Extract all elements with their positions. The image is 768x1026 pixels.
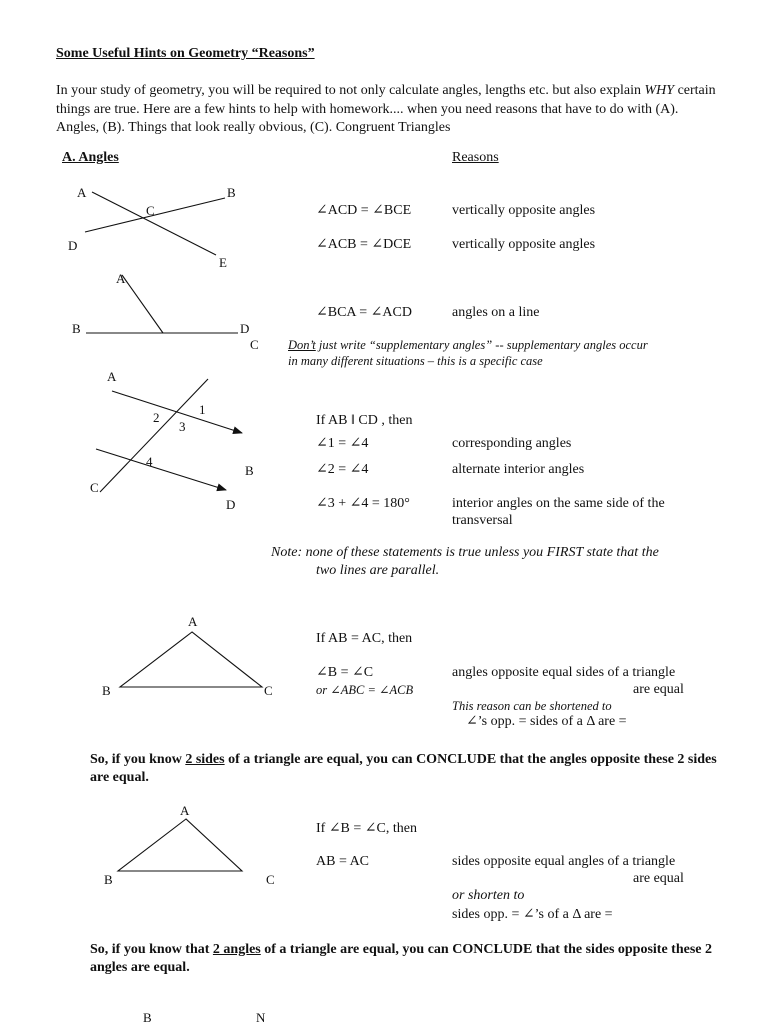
fig3-statement-3: ∠3 + ∠4 = 180°	[316, 496, 410, 511]
fig4-short-form: ∠’s opp. = sides of a Δ are =	[466, 714, 627, 729]
page-title: Some Useful Hints on Geometry “Reasons”	[56, 46, 315, 61]
intro-part1: In your study of geometry, you will be required to not only calculate angles, lengths etc. but also explain	[56, 83, 645, 98]
conclusion-1-post: of a triangle are equal, you can CONCLUDE that the angles opposite these 2 sides are equal.	[90, 752, 717, 785]
fig2-statement: ∠BCA = ∠ACD	[316, 305, 412, 320]
fig2-label-c: C	[250, 337, 259, 352]
fig3-label-d: D	[226, 497, 236, 512]
fig1-label-e: E	[219, 255, 227, 270]
fig3-statement-2: ∠2 = ∠4	[316, 462, 369, 477]
fig1-statement-2: ∠ACB = ∠DCE	[316, 237, 412, 252]
intro-part2: certain things are true. Here are a few hints to help with homework.... when you need reasons that have to do with (A). Angles, (B). Things that look really obvious, (C). Congruent Triangles	[56, 83, 716, 135]
fig3-label-3: 3	[179, 419, 186, 434]
fig3-note-line2: two lines are parallel.	[316, 563, 440, 578]
fig2-label-b: B	[72, 321, 81, 336]
fig5-label-c: C	[266, 872, 275, 887]
fig4-label-c: C	[264, 683, 273, 698]
fig4-if-line: If AB = AC, then	[316, 631, 413, 646]
fig5-label-b: B	[104, 872, 113, 887]
fig3-line-cd	[96, 449, 226, 490]
fig2-note-line2: in many different situations – this is a specific case	[288, 354, 543, 368]
fig3-label-b: B	[245, 463, 254, 478]
fig4-reason-2: are equal	[633, 682, 684, 697]
fig2-note-line1	[288, 338, 648, 353]
fig3-label-a: A	[107, 369, 117, 384]
fig1-reason-1: vertically opposite angles	[452, 203, 596, 218]
intro-why: WHY	[644, 83, 675, 98]
fig2-ray-ca	[122, 275, 163, 333]
fig3-note-line1: Note: none of these statements is true unless you FIRST state that the	[271, 545, 659, 560]
fig5-reason-2: are equal	[633, 871, 684, 886]
fig4-reason-1: angles opposite equal sides of a triangle	[452, 665, 676, 680]
fig1-label-b: B	[227, 185, 236, 200]
conclusion-2	[90, 941, 720, 977]
fig3-label-1: 1	[199, 402, 206, 417]
fig1-reason-2: vertically opposite angles	[452, 237, 596, 252]
fig4-statement-alt: or ∠ABC = ∠ACB	[316, 683, 414, 697]
conclusion-1	[90, 751, 720, 787]
fig5-triangle	[118, 819, 242, 871]
bottom-label-b: B	[143, 1010, 152, 1025]
fig3-reason-1: corresponding angles	[452, 436, 572, 451]
fig4-short-note: This reason can be shortened to	[452, 699, 612, 713]
fig3-reason-2: alternate interior angles	[452, 462, 585, 477]
fig1-label-a: A	[77, 185, 87, 200]
fig4-label-a: A	[188, 614, 198, 629]
fig3-if-line: If AB ǁ CD , then	[316, 413, 413, 428]
conclusion-1-pre: So, if you know	[90, 752, 186, 767]
fig3-label-c: C	[90, 480, 99, 495]
fig3-label-4: 4	[146, 454, 153, 469]
fig5-label-a: A	[180, 803, 190, 818]
fig3-statement-1: ∠1 = ∠4	[316, 436, 369, 451]
conclusion-2-underlined: 2 angles	[212, 942, 261, 957]
fig2-note-dont: Don’t	[288, 338, 316, 352]
reasons-header: Reasons	[452, 150, 499, 165]
fig5-or-shorten: or shorten to	[452, 888, 525, 903]
conclusion-2-pre: So, if you know that	[90, 942, 213, 957]
fig3-transversal	[100, 379, 208, 492]
fig2-label-a: A	[116, 271, 126, 286]
fig4-label-b: B	[102, 683, 111, 698]
fig4-triangle	[120, 632, 262, 687]
section-a-heading: A. Angles	[62, 150, 119, 165]
fig5-statement: AB = AC	[316, 854, 370, 869]
fig2-note-rest: just write “supplementary angles” -- supplementary angles occur	[315, 338, 648, 352]
fig1-label-d: D	[68, 238, 78, 253]
conclusion-2-post: of a triangle are equal, you can CONCLUDE that the sides opposite these 2 angles are equal.	[90, 942, 713, 975]
fig1-line-ae	[92, 192, 216, 255]
bottom-label-n: N	[256, 1010, 266, 1025]
fig3-label-2: 2	[153, 410, 160, 425]
fig4-statement: ∠B = ∠C	[316, 665, 374, 680]
fig3-reason-3-cont: transversal	[452, 513, 513, 528]
conclusion-1-underlined: 2 sides	[185, 752, 225, 767]
fig3-reason-3: interior angles on the same side of the	[452, 496, 665, 511]
fig5-if-line: If ∠B = ∠C, then	[316, 821, 417, 836]
fig2-reason: angles on a line	[452, 305, 540, 320]
fig5-reason-1: sides opposite equal angles of a triangle	[452, 854, 676, 869]
fig1-label-c: C	[146, 203, 155, 218]
fig5-short-form: sides opp. = ∠’s of a Δ are =	[452, 907, 613, 922]
fig1-line-db	[85, 198, 225, 232]
fig1-statement-1: ∠ACD = ∠BCE	[316, 203, 412, 218]
fig2-label-d: D	[240, 321, 250, 336]
